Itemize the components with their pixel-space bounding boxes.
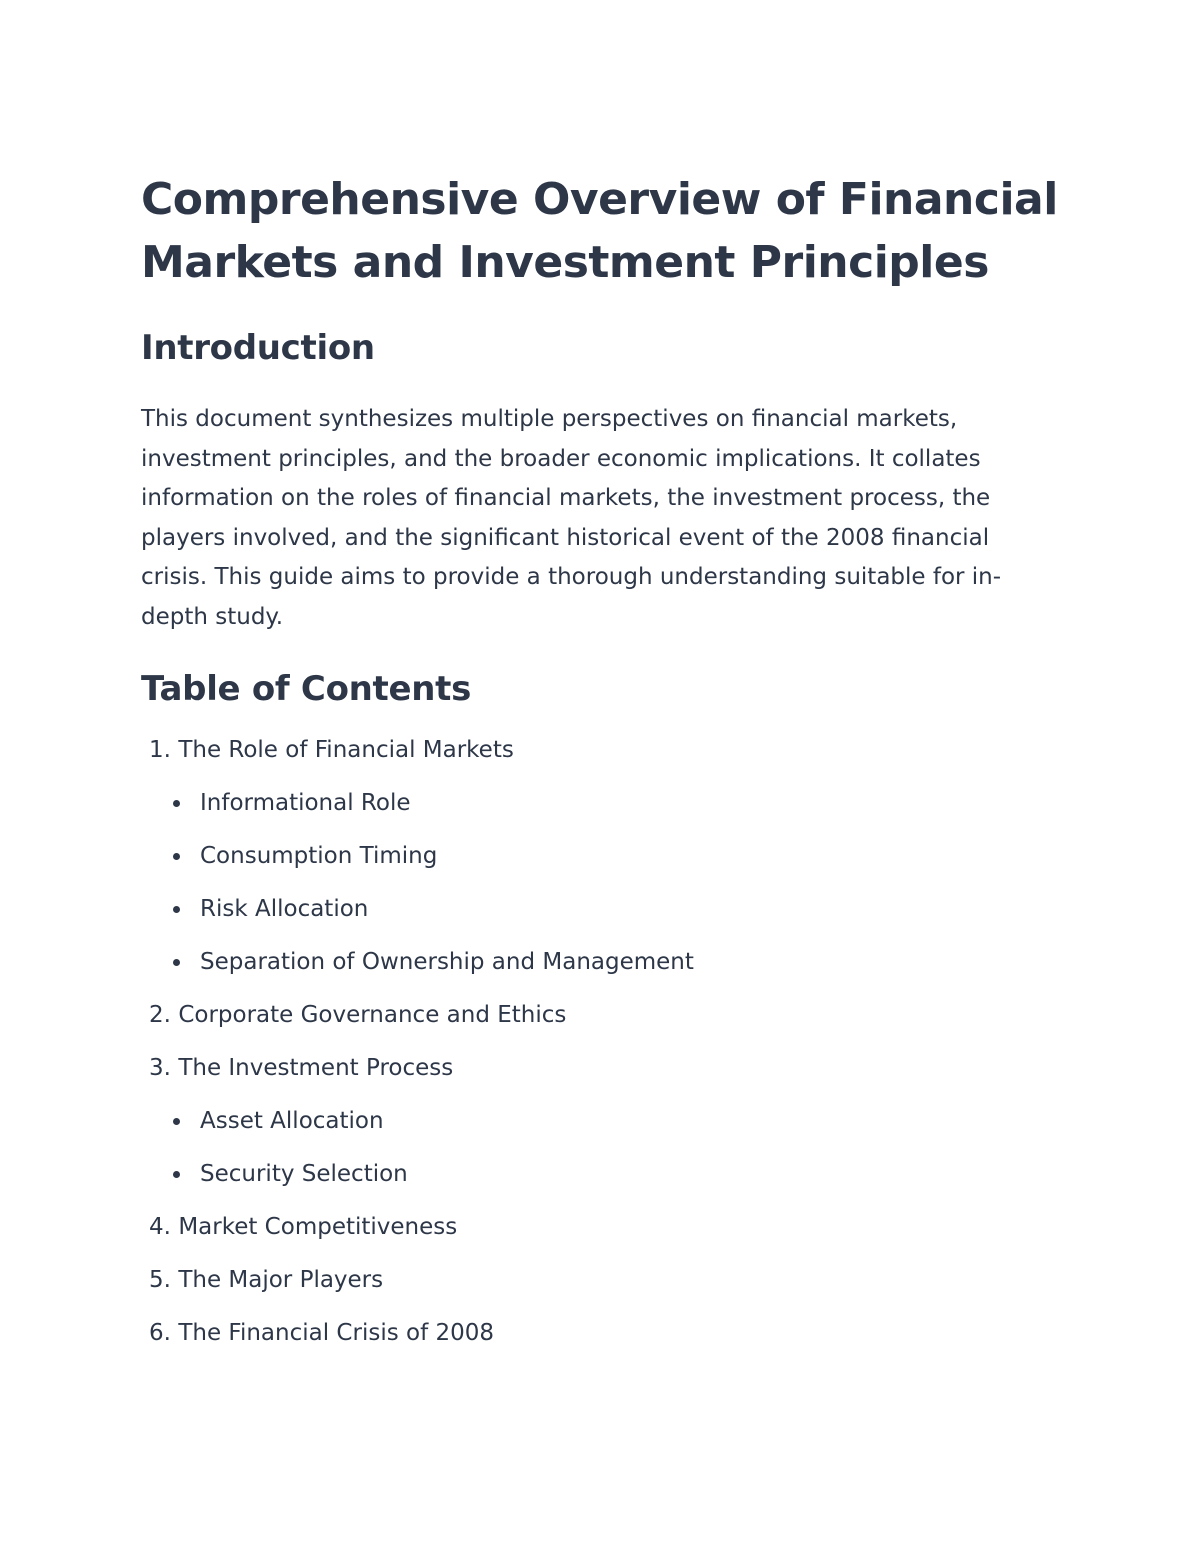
bullet-icon xyxy=(173,959,180,966)
toc-subitem xyxy=(141,1160,1061,1188)
toc-item-number: 3. xyxy=(149,1054,171,1081)
bullet-icon xyxy=(173,1118,180,1125)
toc-item-corporate-governance xyxy=(141,1001,1061,1029)
toc-item-label: The Financial Crisis of 2008 xyxy=(178,1319,495,1346)
toc-item-financial-crisis-2008 xyxy=(141,1319,1061,1347)
bullet-icon xyxy=(173,800,180,807)
toc-subitem xyxy=(141,789,1061,817)
toc-item-number: 6. xyxy=(149,1319,171,1346)
table-of-contents xyxy=(141,736,1061,1347)
toc-subitem xyxy=(141,842,1061,870)
toc-item-label: Market Competitiveness xyxy=(178,1213,458,1240)
toc-subitem-label: Risk Allocation xyxy=(200,895,369,922)
introduction-heading: Introduction xyxy=(141,328,375,368)
toc-item-label: Corporate Governance and Ethics xyxy=(178,1001,567,1028)
toc-sublist xyxy=(141,1107,1061,1188)
bullet-icon xyxy=(173,1171,180,1178)
document-page xyxy=(141,168,1061,1372)
bullet-icon xyxy=(173,906,180,913)
toc-item-label: The Investment Process xyxy=(178,1054,454,1081)
document-title: Comprehensive Overview of Financial Markets and Investment Principles xyxy=(141,174,1058,288)
bullet-icon xyxy=(173,853,180,860)
toc-subitem-label: Informational Role xyxy=(200,789,411,816)
toc-item-market-competitiveness xyxy=(141,1213,1061,1241)
toc-subitem xyxy=(141,1107,1061,1135)
toc-subitem-label: Security Selection xyxy=(200,1160,408,1187)
toc-subitem-label: Consumption Timing xyxy=(200,842,438,869)
toc-item-number: 4. xyxy=(149,1213,171,1240)
toc-heading: Table of Contents xyxy=(141,668,472,709)
introduction-paragraph: This document synthesizes multiple perspectives on financial markets, investment principles, and the broader economic implications. It collates information on the roles of financial markets, the investment process, the players involved, and the significant historical event of the 2008 financial crisis. This guide aims to provide a thorough understanding suitable for in-depth study. xyxy=(141,406,1002,630)
toc-item-major-players xyxy=(141,1266,1061,1294)
toc-item-role-of-financial-markets xyxy=(141,736,1061,976)
toc-subitem-label: Separation of Ownership and Management xyxy=(200,948,694,975)
toc-item-number: 2. xyxy=(149,1001,171,1028)
toc-item-number: 1. xyxy=(149,736,171,763)
toc-item-label: The Role of Financial Markets xyxy=(178,736,514,763)
toc-sublist xyxy=(141,789,1061,976)
toc-subitem xyxy=(141,948,1061,976)
toc-item-number: 5. xyxy=(149,1266,171,1293)
toc-item-investment-process xyxy=(141,1054,1061,1188)
toc-subitem-label: Asset Allocation xyxy=(200,1107,384,1134)
toc-item-label: The Major Players xyxy=(178,1266,384,1293)
toc-subitem xyxy=(141,895,1061,923)
